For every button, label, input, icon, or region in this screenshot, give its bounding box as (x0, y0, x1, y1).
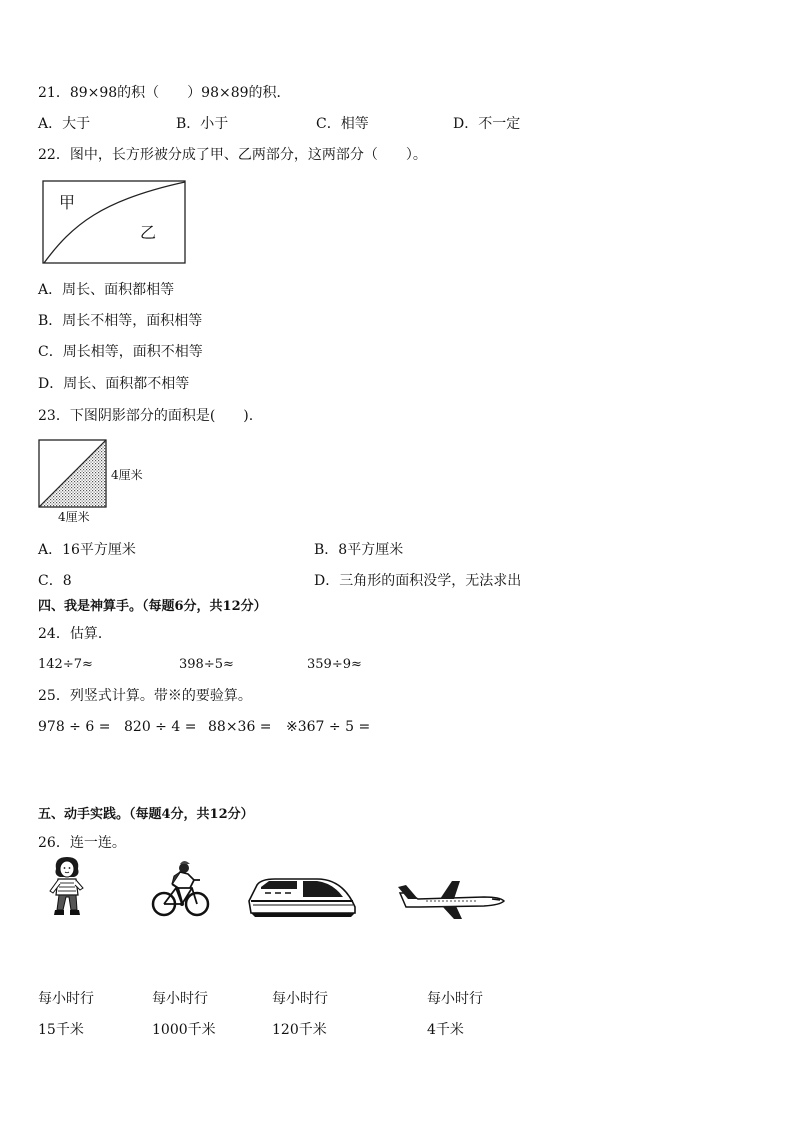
speed-label-2: 每小时行 (152, 991, 208, 1007)
speed-label-3: 每小时行 (272, 991, 328, 1007)
q22-option-b: B．周长不相等，面积相等 (38, 313, 203, 329)
walking-person-icon (46, 855, 88, 919)
q21-stem: 21．89×98的积（ ）98×89的积． (38, 85, 291, 101)
section-5-title: 五、动手实践。（每题4分，共12分） (38, 807, 254, 822)
airplane-icon (396, 879, 508, 921)
q23-stem: 23．下图阴影部分的面积是( ). (38, 408, 254, 424)
q22-option-d: D．周长、面积都不相等 (38, 376, 190, 392)
q26-stem: 26．连一连。 (38, 835, 126, 851)
q24-item-2: 398÷5≈ (179, 657, 234, 672)
q24-item-3: 359÷9≈ (307, 657, 362, 672)
q22-stem: 22．图中，长方形被分成了甲、乙两部分，这两部分（ ）。 (38, 147, 427, 163)
q21-option-c: C．相等 (316, 116, 369, 132)
q21-option-a: A．大于 (38, 116, 91, 132)
q23-side-label: 4厘米 (111, 468, 143, 482)
speed-value-2: 1000千米 (152, 1022, 216, 1038)
q22-option-c: C．周长相等，面积不相等 (38, 344, 203, 360)
q22-option-a: A．周长、面积都相等 (38, 282, 175, 298)
speed-label-1: 每小时行 (38, 991, 94, 1007)
q22-label-yi: 乙 (140, 223, 157, 242)
cyclist-icon (150, 858, 212, 922)
q23-option-a: A．16平方厘米 (38, 542, 136, 558)
speed-value-1: 15千米 (38, 1022, 84, 1038)
speed-value-3: 120千米 (272, 1022, 327, 1038)
high-speed-train-icon (247, 871, 359, 921)
q25-stem: 25．列竖式计算。带※的要验算。 (38, 688, 252, 704)
q25-item-3: 88×36 = (208, 719, 272, 735)
q23-option-d: D．三角形的面积没学，无法求出 (314, 573, 522, 589)
q21-option-b: B．小于 (176, 116, 229, 132)
q23-square-figure (38, 439, 108, 509)
q23-option-b: B．8平方厘米 (314, 542, 404, 558)
q23-bottom-label: 4厘米 (58, 510, 90, 524)
q24-stem: 24．估算． (38, 626, 112, 642)
q23-shaded-triangle (40, 441, 106, 507)
q25-item-2: 820 ÷ 4 = (124, 719, 197, 735)
q25-item-1: 978 ÷ 6 = (38, 719, 111, 735)
q24-item-1: 142÷7≈ (38, 657, 93, 672)
section-4-title: 四、我是神算手。（每题6分，共12分） (38, 599, 267, 614)
q21-option-d: D．不一定 (453, 116, 521, 132)
q25-item-4: ※367 ÷ 5 = (286, 719, 371, 735)
speed-value-4: 4千米 (427, 1022, 464, 1038)
q23-option-c: C．8 (38, 573, 72, 589)
speed-label-4: 每小时行 (427, 991, 483, 1007)
q22-label-jia: 甲 (59, 193, 76, 212)
